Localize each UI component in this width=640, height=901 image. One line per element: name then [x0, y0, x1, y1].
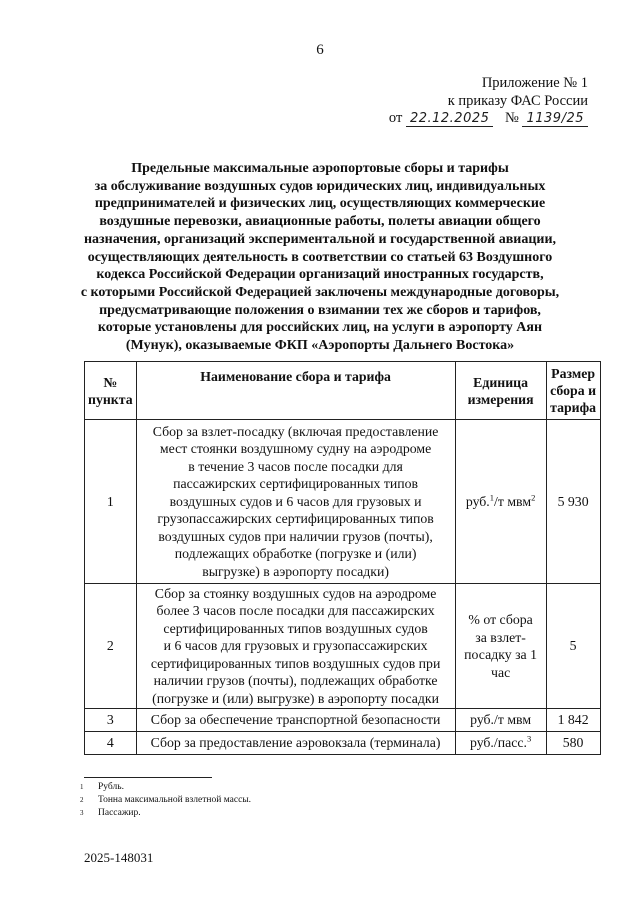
fees-table: [84, 361, 601, 755]
title-line: (Мунук), оказываемые ФКП «Аэропорты Дальнего Востока»: [125, 338, 515, 354]
table-row: [85, 709, 601, 732]
appendix-title: Приложение № 1: [481, 75, 588, 91]
fee-name: Сбор за предоставление аэровокзала (терминала): [136, 732, 455, 755]
row-number: 3: [85, 709, 137, 732]
footnote-ref: 2: [531, 492, 536, 503]
appendix-date-number-line: [389, 110, 588, 127]
unit-text: /т мвм: [494, 493, 532, 509]
title-line: предусматривающие положения о взимании тех же сборов и тарифов,: [99, 302, 541, 318]
fee-name-line: выгрузке) в аэропорту посадки): [202, 563, 389, 579]
fee-name: [136, 584, 455, 709]
footnote: [80, 807, 141, 819]
unit-text: руб.: [465, 493, 490, 509]
unit-line: % от сбора: [468, 612, 533, 627]
fee-name-line: (погрузке и (или) выгрузке) в аэропорту посадки: [152, 690, 440, 706]
fee-name-line: и 6 часов для грузовых и грузопассажирских: [163, 638, 428, 654]
handwritten-date: 22.12.2025: [406, 111, 493, 127]
title-line: за обслуживание воздушных судов юридических лиц, индивидуальных: [94, 178, 546, 194]
unit: [455, 584, 546, 709]
footnote-ref: 1: [489, 492, 495, 503]
footnote: [80, 781, 124, 793]
header-line: Размер: [551, 366, 596, 381]
fee-name: [136, 420, 455, 584]
table-row: [85, 584, 601, 709]
table-header-row: [85, 362, 601, 420]
footnote-text: Тонна максимальной взлетной массы.: [98, 795, 252, 805]
title-line: назначения, организаций экспериментальной и государственной авиации,: [83, 231, 557, 247]
title-line: предпринимателей и физических лиц, осуществляющих коммерческие: [94, 196, 546, 212]
fee-name-line: подлежащих обработке (погрузке и (или): [174, 546, 417, 562]
fee-name-line: мест стоянки воздушному судну на аэродроме: [159, 441, 432, 457]
header-fee-name: Наименование сбора и тарифа: [136, 362, 455, 420]
title-line: Предельные максимальные аэропортовые сборы и тарифы: [131, 161, 509, 176]
header-line: сбора и: [550, 383, 597, 398]
fee-name-line: более 3 часов после посадки для пассажирских: [156, 603, 435, 619]
unit-line: за взлет-: [475, 629, 526, 645]
appendix-order-line: к приказу ФАС России: [447, 93, 588, 109]
row-number: 1: [85, 420, 137, 584]
header-line: тарифа: [550, 400, 597, 415]
header-line: №: [103, 374, 118, 390]
fee-name-line: Сбор за взлет-посадку (включая предоставление: [152, 423, 439, 439]
title-line: кодекса Российской Федерации организаций иностранных государств,: [96, 267, 544, 283]
title-line: с которыми Российской Федерацией заключены международные договоры,: [80, 284, 560, 300]
footnote-ref: 3: [526, 733, 532, 744]
row-number: 4: [85, 732, 137, 755]
fee-name-line: сертифицированных типов воздушных судов: [163, 620, 428, 636]
fee-name-line: наличии грузов (почты), подлежащих обработке: [153, 673, 438, 689]
unit: руб./т мвм: [455, 709, 546, 732]
title-line: воздушные перевозки, авиационные работы, полеты авиации общего: [99, 214, 541, 230]
header-line: измерения: [467, 391, 534, 407]
footnote-text: Пассажир.: [98, 808, 141, 818]
number-prefix: №: [505, 110, 519, 126]
fee-name-line: Сбор за стоянку воздушных судов на аэродроме: [154, 585, 437, 601]
header-unit: [455, 362, 546, 420]
table-row: [85, 732, 601, 755]
header-item-number: [85, 362, 137, 420]
table-row: [85, 420, 601, 584]
fee-value: 5 930: [546, 420, 600, 584]
page-number: 6: [316, 42, 324, 58]
footnote-mark: 1: [80, 783, 84, 791]
footnote: [80, 794, 251, 806]
footnote-text: Рубль.: [98, 782, 124, 792]
unit-line: посадку за 1: [464, 647, 538, 662]
unit: [455, 420, 546, 584]
row-number: 2: [85, 584, 137, 709]
fee-name: Сбор за обеспечение транспортной безопасности: [136, 709, 455, 732]
fee-name-line: грузопассажирских сертифицированных типов: [157, 511, 434, 527]
footnote-separator: [84, 777, 212, 778]
fee-name-line: пассажирских сертифицированных типов: [173, 476, 419, 492]
fee-name-line: воздушных судов при наличии грузов (почты),: [158, 528, 433, 544]
date-prefix: от: [388, 110, 403, 126]
fee-value: 1 842: [546, 709, 600, 732]
document-title: [74, 160, 566, 355]
document-code: 2025-148031: [84, 850, 154, 865]
header-line: Единица: [473, 374, 529, 390]
unit-text: руб./пасс.: [469, 735, 527, 751]
footnote-mark: 2: [80, 796, 84, 804]
fee-name-line: в течение 3 часов после посадки для: [188, 458, 403, 474]
fee-name-line: воздушных судов и 6 часов для грузовых и: [169, 493, 422, 509]
unit: [455, 732, 546, 755]
title-line: осуществляющих деятельность в соответствии со статьей 63 Воздушного: [87, 249, 553, 265]
handwritten-order-number: 1139/25: [522, 111, 588, 127]
fee-value: 580: [546, 732, 600, 755]
header-value: [546, 362, 600, 420]
footnote-mark: 3: [80, 809, 84, 817]
unit-line: час: [491, 664, 511, 680]
title-line: которые установлены для российских лиц, на услуги в аэропорту Аян: [97, 320, 543, 336]
header-line: пункта: [88, 391, 133, 407]
fee-value: 5: [546, 584, 600, 709]
fee-name-line: сертифицированных типов воздушных судов при: [150, 655, 441, 671]
